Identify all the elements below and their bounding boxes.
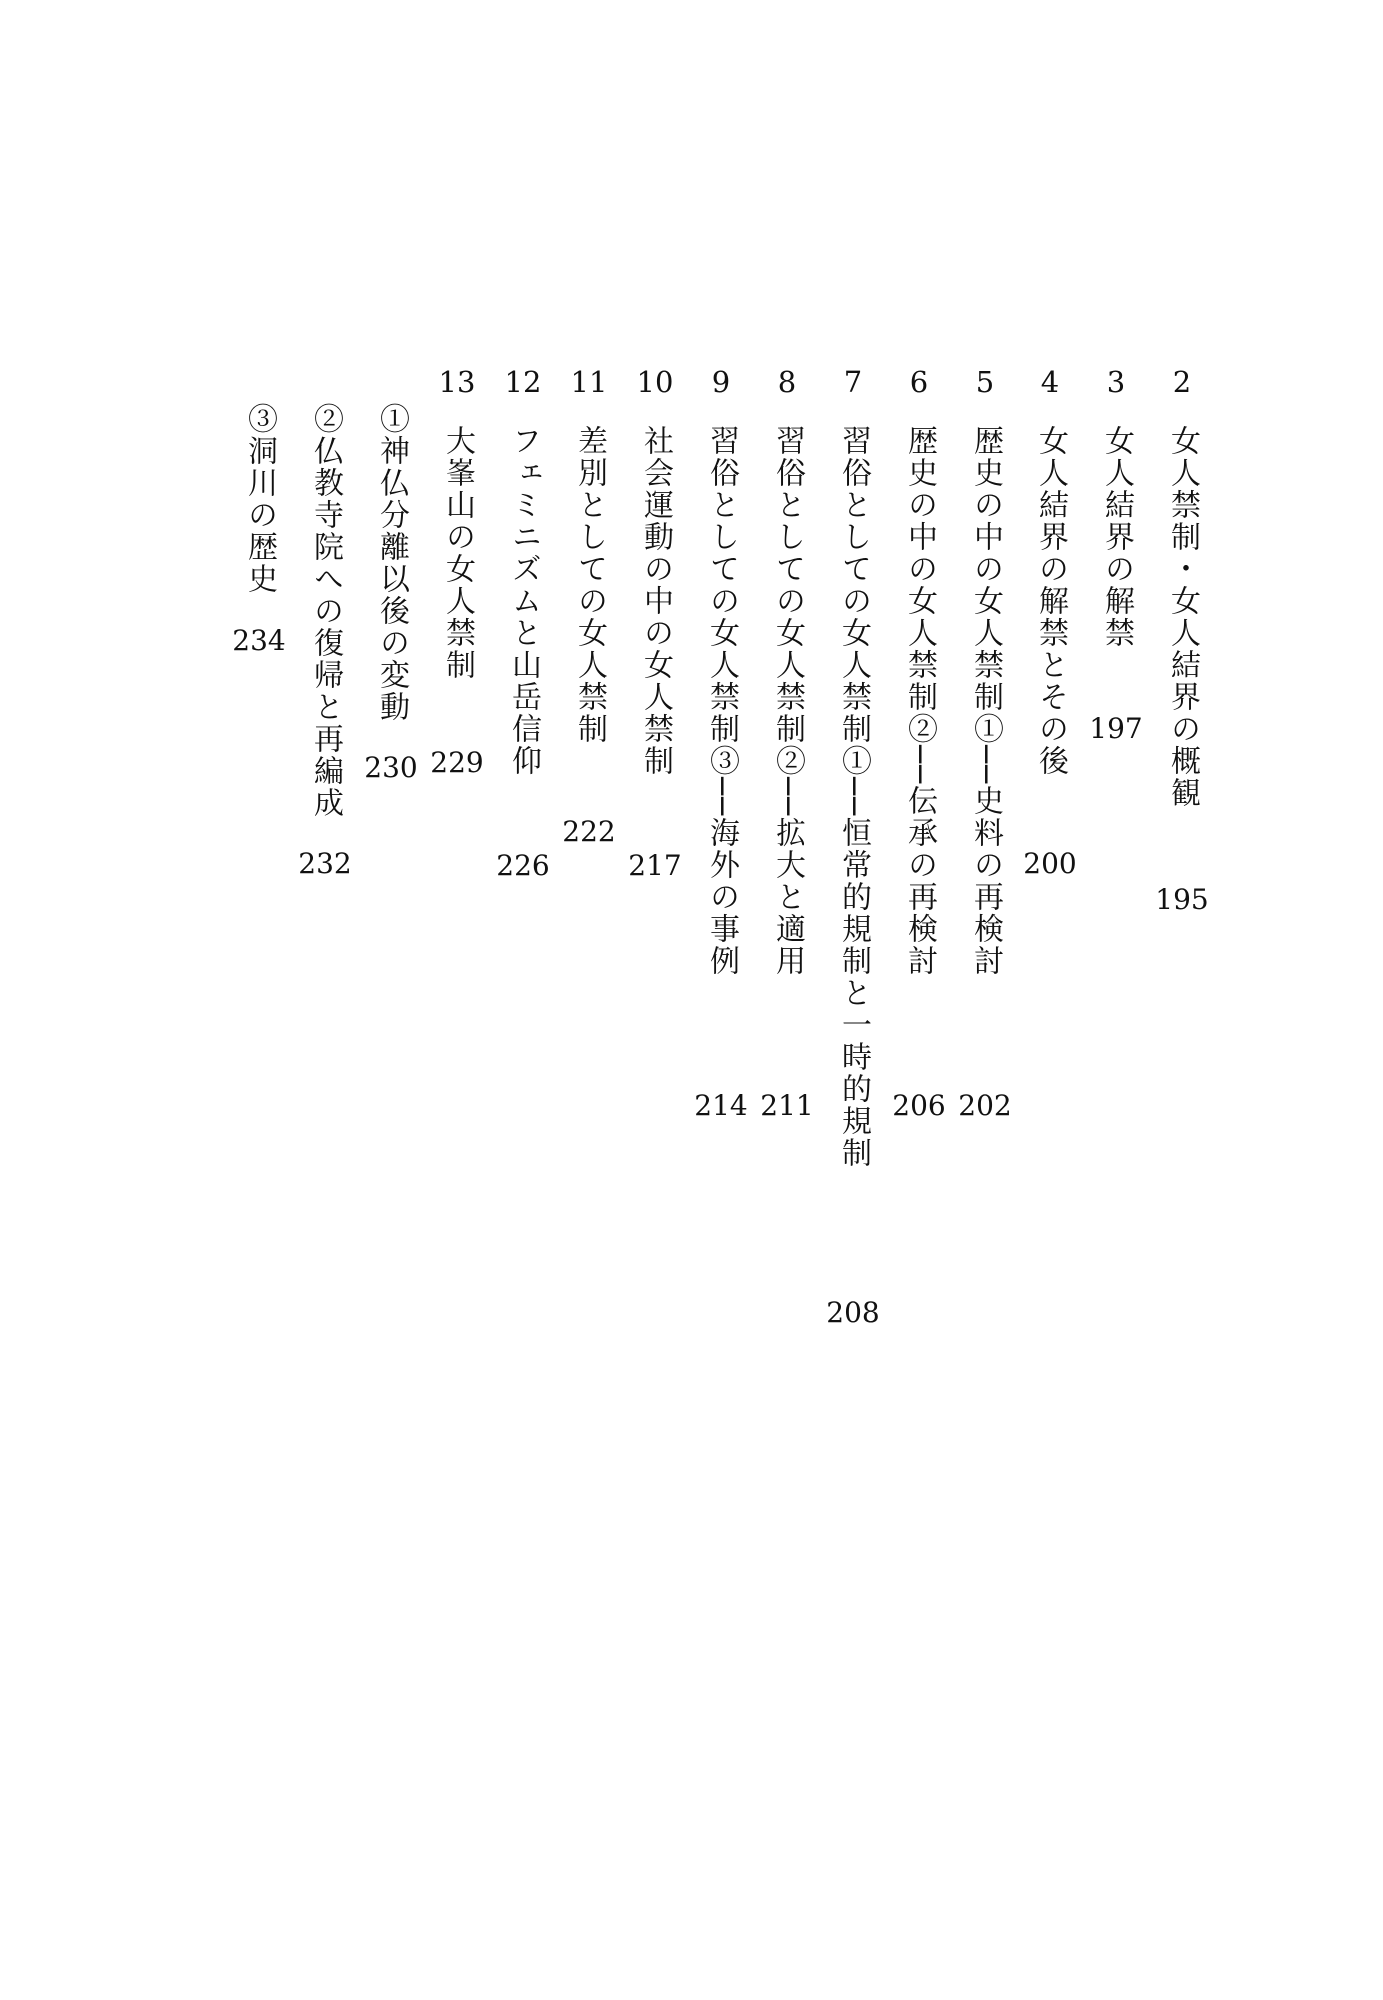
page-number: 217: [628, 849, 682, 882]
chapter-number: 12: [504, 365, 542, 399]
chapter-number: 9: [711, 365, 731, 399]
chapter-title: 社会運動の中の女人禁制: [638, 425, 673, 777]
page-number: 222: [562, 815, 616, 848]
chapter-number: 2: [1172, 365, 1192, 399]
page-number: 229: [430, 746, 484, 779]
chapter-number: 11: [570, 365, 608, 399]
page-number: 195: [1155, 883, 1209, 916]
chapter-title: 歴史の中の女人禁制①──史料の再検討: [968, 425, 1003, 978]
chapter-number: 10: [636, 365, 674, 399]
chapter-title: 習俗としての女人禁制③──海外の事例: [704, 425, 739, 978]
subsection-title: ②仏教寺院への復帰と再編成: [308, 403, 343, 819]
page-number: 208: [826, 1296, 880, 1329]
chapter-number: 8: [777, 365, 797, 399]
chapter-title: 習俗としての女人禁制①──恒常的規制と一時的規制: [836, 425, 871, 1170]
page-number: 232: [298, 847, 352, 880]
chapter-title: 女人禁制・女人結界の概観: [1165, 425, 1200, 809]
page-number: 230: [364, 751, 418, 784]
chapter-title: 差別としての女人禁制: [572, 425, 607, 745]
chapter-title: 習俗としての女人禁制②──拡大と適用: [770, 425, 805, 978]
page-number: 211: [760, 1089, 814, 1122]
page-number: 226: [496, 849, 550, 882]
chapter-number: 13: [438, 365, 476, 399]
chapter-number: 7: [843, 365, 863, 399]
page-number: 214: [694, 1089, 748, 1122]
chapter-title: 女人結界の解禁とその後: [1033, 425, 1068, 777]
subsection-title: ③洞川の歴史: [242, 403, 277, 595]
chapter-number: 4: [1040, 365, 1060, 399]
chapter-number: 6: [909, 365, 929, 399]
page-number: 200: [1023, 847, 1077, 880]
page-number: 202: [958, 1089, 1012, 1122]
chapter-number: 3: [1106, 365, 1126, 399]
chapter-number: 5: [975, 365, 995, 399]
page-number: 206: [892, 1089, 946, 1122]
page-number: 197: [1089, 712, 1143, 745]
subsection-title: ①神仏分離以後の変動: [374, 403, 409, 723]
chapter-title: 大峯山の女人禁制: [440, 425, 475, 681]
chapter-title: フェミニズムと山岳信仰: [506, 425, 541, 777]
chapter-title: 歴史の中の女人禁制②──伝承の再検討: [902, 425, 937, 978]
page-number: 234: [232, 624, 286, 657]
chapter-title: 女人結界の解禁: [1099, 425, 1134, 649]
